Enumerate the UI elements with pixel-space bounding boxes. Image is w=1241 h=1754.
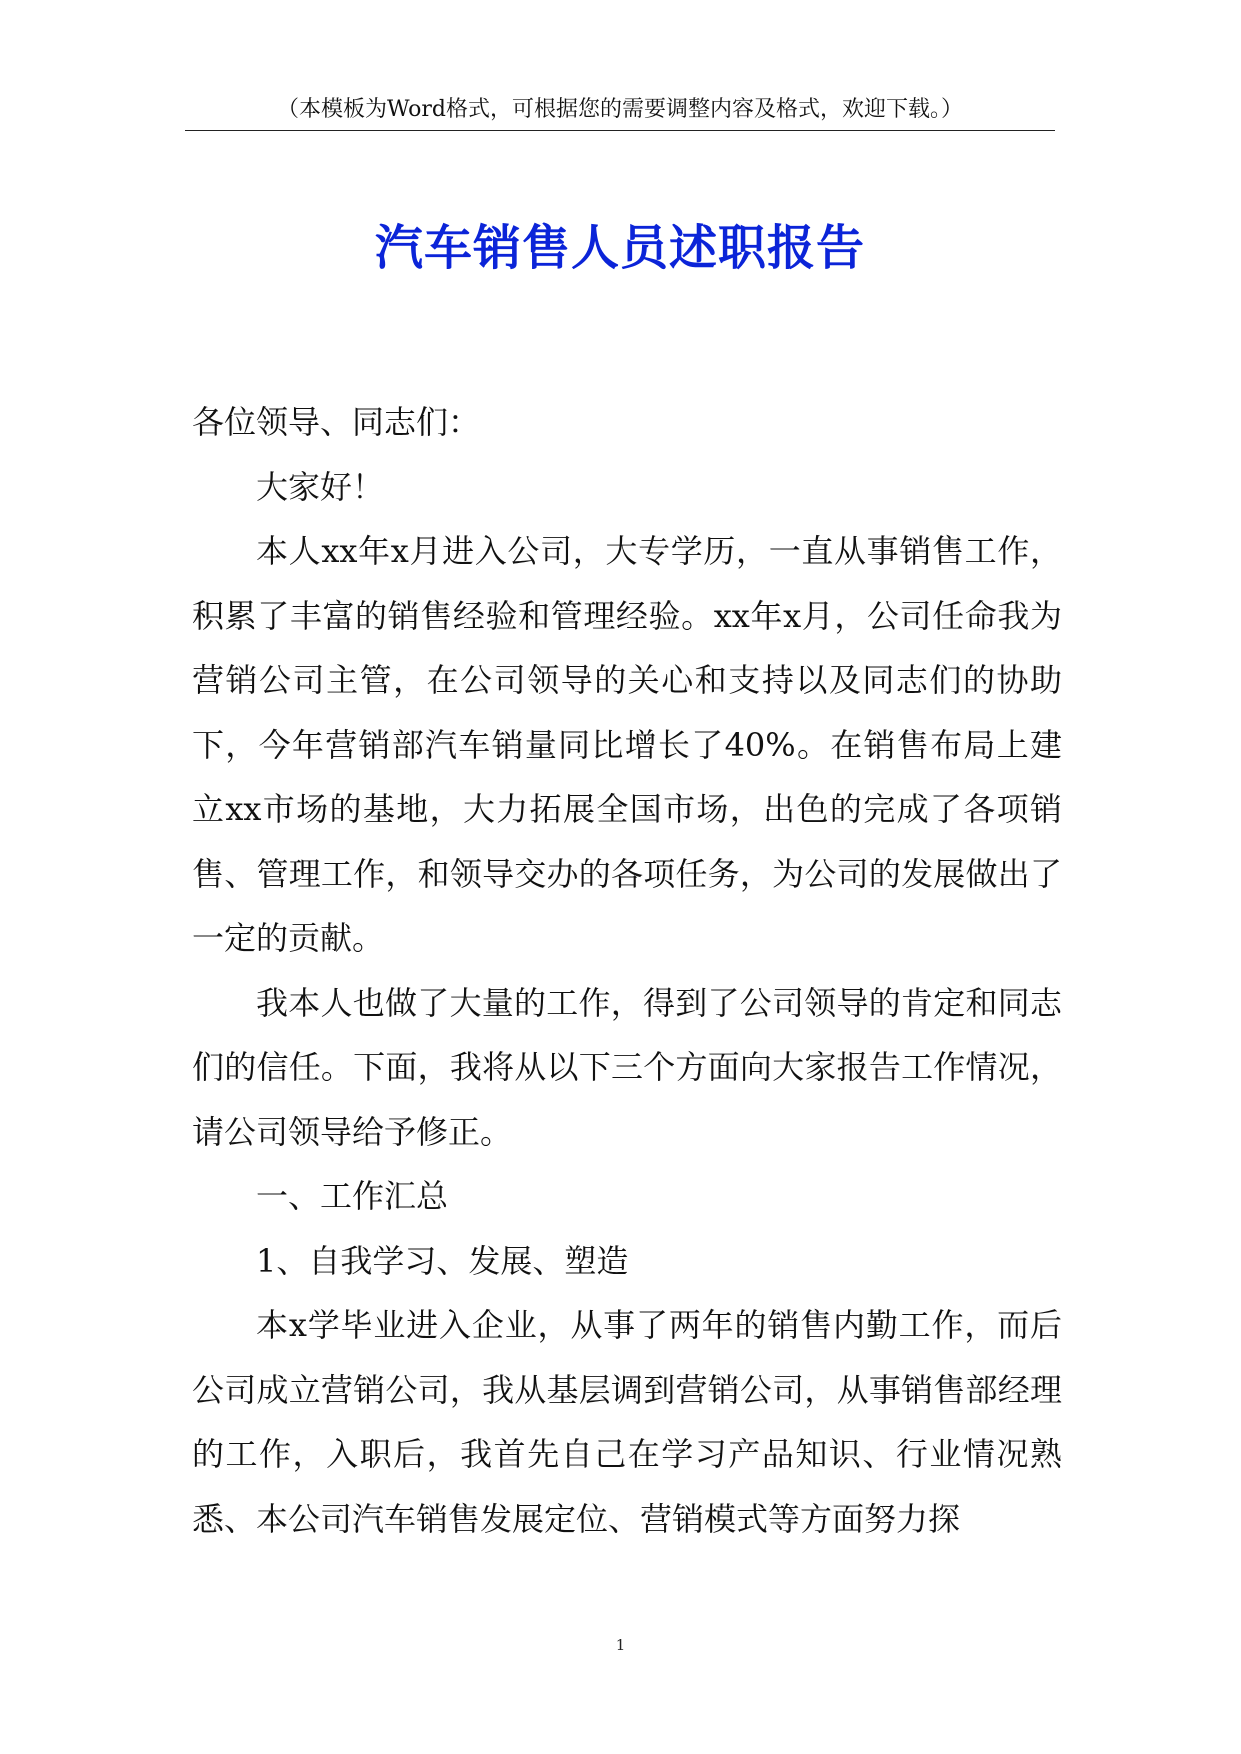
header-divider [185, 130, 1055, 131]
document-title: 汽车销售人员述职报告 [374, 220, 865, 276]
section-heading-work-summary: 一、工作汇总 [256, 1177, 449, 1215]
paragraph-introduction: 本人xx年x月进入公司，大专学历，一直从事销售工作，积累了丰富的销售经验和管理经验。xx年x月，公司任命我为营销公司主管，在公司领导的关心和支持以及同志们的协助下，今年营销部汽车销量同比增长了40%。在销售布局上建立xx市场的基地，大力拓展全国市场，出色的完成了各项销售、管理工作，和领导交办的各项任务，为公司的发展做出了一定的贡献。 [192, 532, 1062, 957]
page-number: 1 [615, 1636, 626, 1654]
paragraph-greeting: 大家好！ [256, 467, 385, 506]
header-note: （本模板为Word格式，可根据您的需要调整内容及格式，欢迎下载。） [277, 97, 963, 122]
document-body [192, 390, 1062, 1551]
salutation: 各位领导、同志们： [192, 403, 481, 441]
paragraph-overview: 我本人也做了大量的工作，得到了公司领导的肯定和同志们的信任。下面，我将从以下三个方面向大家报告工作情况，请公司领导给予修正。 [192, 983, 1062, 1151]
paragraph-self-learning: 本x学毕业进入企业，从事了两年的销售内勤工作，而后公司成立营销公司，我从基层调到营销公司，从事销售部经理的工作，入职后，我首先自己在学习产品知识、行业情况熟悉、本公司汽车销售发展定位、营销模式等方面努力探 [192, 1306, 1062, 1538]
subsection-heading-self-learning: 1、自我学习、发展、塑造 [256, 1241, 629, 1280]
